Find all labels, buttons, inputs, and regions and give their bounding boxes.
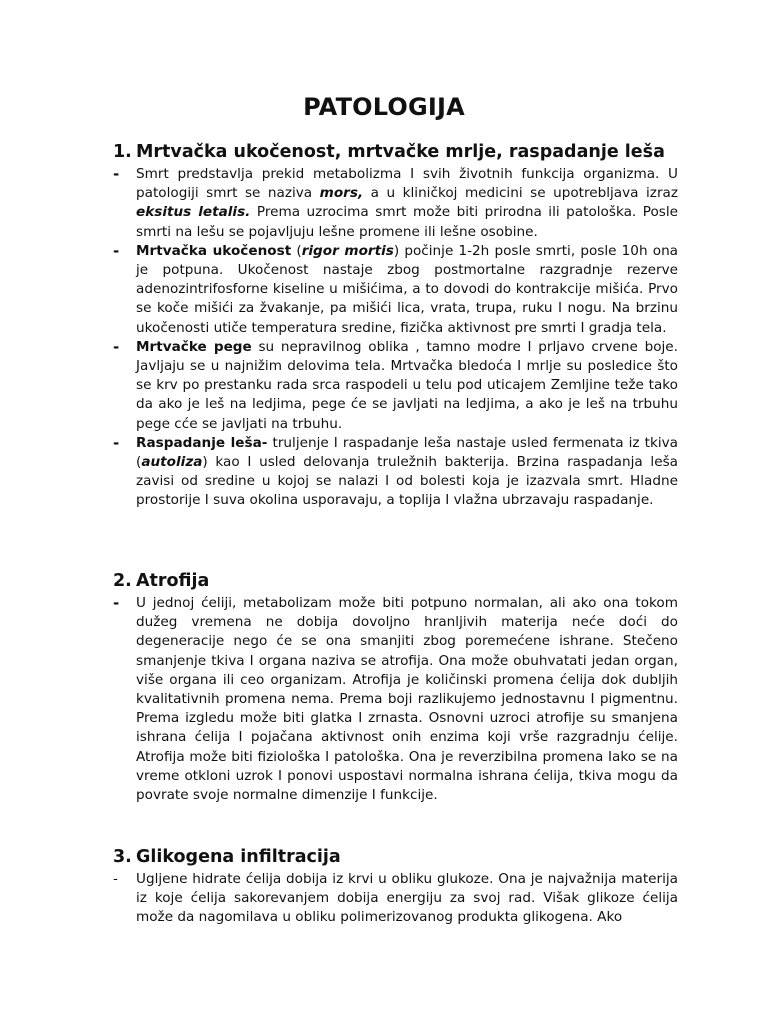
section-glikogena-infiltracija: [113, 844, 678, 928]
list-item: [113, 434, 678, 511]
section-number: 2.: [113, 571, 132, 591]
paragraph: Mrtvačka ukočenost (rigor mortis) počinje 1-2h posle smrti, posle 10h ona je potpuna. Ukočenost nastaje zbog postmortalne razgradnje rezerve adenozintrifosforne kiseline u mišićima, a to dovodi do kontrakcije mišića. Prvo se koče mišići za žvakanje, pa mišići lica, vrata, trupa, ruku I nogu. Na brzinu ukočenosti utiče temperatura sredine, fizička aktivnost pre smrti I gradja tela.: [136, 242, 679, 336]
section-title: Glikogena infiltracija: [136, 847, 341, 867]
bullet: -: [113, 594, 120, 612]
paragraph: Ugljene hidrate ćelija dobija iz krvi u obliku glukoze. Ona je najvažnija materija iz koje ćelija sakorevanjem dobija energiju za svoj rad. Višak glikoze ćelija može da nagomilava u obliku polimerizovanog produkta glikogena. Ako: [136, 871, 678, 926]
paragraph: Mrtvačke pege su nepravilnog oblika , tamno modre I prljavo crvene boje. Javljaju se u najnižim delovima tela. Mrtvačka bledoća I mrlje su posledice što se krv po prestanku rada srca raspodeli u telu pod uticajem Zemljine teže tako da ako je leš na ledjima, pege će se javljati na ledjima, a ako je leš na trbuhu pege cće se javljati na trbuhu.: [136, 338, 678, 432]
list-item: [113, 870, 678, 928]
list-item: [113, 338, 678, 434]
list-item: [113, 242, 678, 338]
section-title: Mrtvačka ukočenost, mrtvačke mrlje, raspadanje leša: [136, 142, 665, 162]
section-number: 1.: [113, 142, 132, 162]
paragraph: Raspadanje leša- truljenje I raspadanje leša nastaje usled fermenata iz tkiva (autoliza) kao I usled delovanja truležnih bakterija. Brzina raspadanja leša zavisi od sredine u kojoj se nalazi I od bolesti koja je izazvala smrt. Hladne prostorije I suva okolina usporavaju, a toplija I vlažna ubrzavaju raspadanje.: [136, 434, 678, 509]
list-item: [113, 165, 678, 242]
page-title: PATOLOGIJA: [303, 93, 465, 121]
section-heading: [113, 844, 678, 870]
section-number: 3.: [113, 847, 132, 867]
bullet: -: [113, 241, 120, 260]
bullet: -: [113, 165, 120, 183]
section-rigor-mortis: [113, 139, 678, 511]
section-heading: [113, 568, 678, 594]
paragraph: Smrt predstavlja prekid metabolizma I svih životnih funkcija organizma. U patologiji smrt se naziva mors, a u kliničkoj medicini se upotrebljava izraz eksitus letalis. Prema uzrocima smrt može biti prirodna ili patološka. Posle smrti na lešu se pojavljuju lešne promene ili lešne osobine.: [136, 166, 678, 240]
section-title: Atrofija: [136, 571, 210, 591]
paragraph: U jednoj ćeliji, metabolizam može biti potpuno normalan, ali ako ona tokom dužeg vremena ne dobija dovoljno hranljivih materija neće doći do degeneracije nego će se ona smanjiti zbog poremećene ishrane. Stečeno smanjenje tkiva I organa naziva se atrofija. Ona može obuhvatati jedan organ, više organa ili ceo organizam. Atrofija je količinski promena ćelija dok dubljih kvalitativnih promena nema. Prema boji razlikujemo jednostavnu I pigmentnu. Prema izgledu može biti glatka I zrnasta. Osnovni uzroci atrofije su smanjena ishrana ćelija I pojačana aktivnost onih enzima koji vrše razgradnju ćelije. Atrofija može biti fiziološka I patološka. Ona je reverzibilna promena Iako se na vreme otkloni uzrok I ponovi uspostavi normalna ishrana ćelija, tkiva mogu da povrate svoje normalne dimenzije I funkcije.: [136, 595, 678, 804]
section-atrofija: [113, 568, 678, 805]
bullet: -: [113, 871, 118, 887]
list-item: [113, 594, 678, 805]
section-heading: [113, 139, 678, 165]
bullet: -: [113, 337, 120, 356]
bullet: -: [113, 433, 120, 452]
